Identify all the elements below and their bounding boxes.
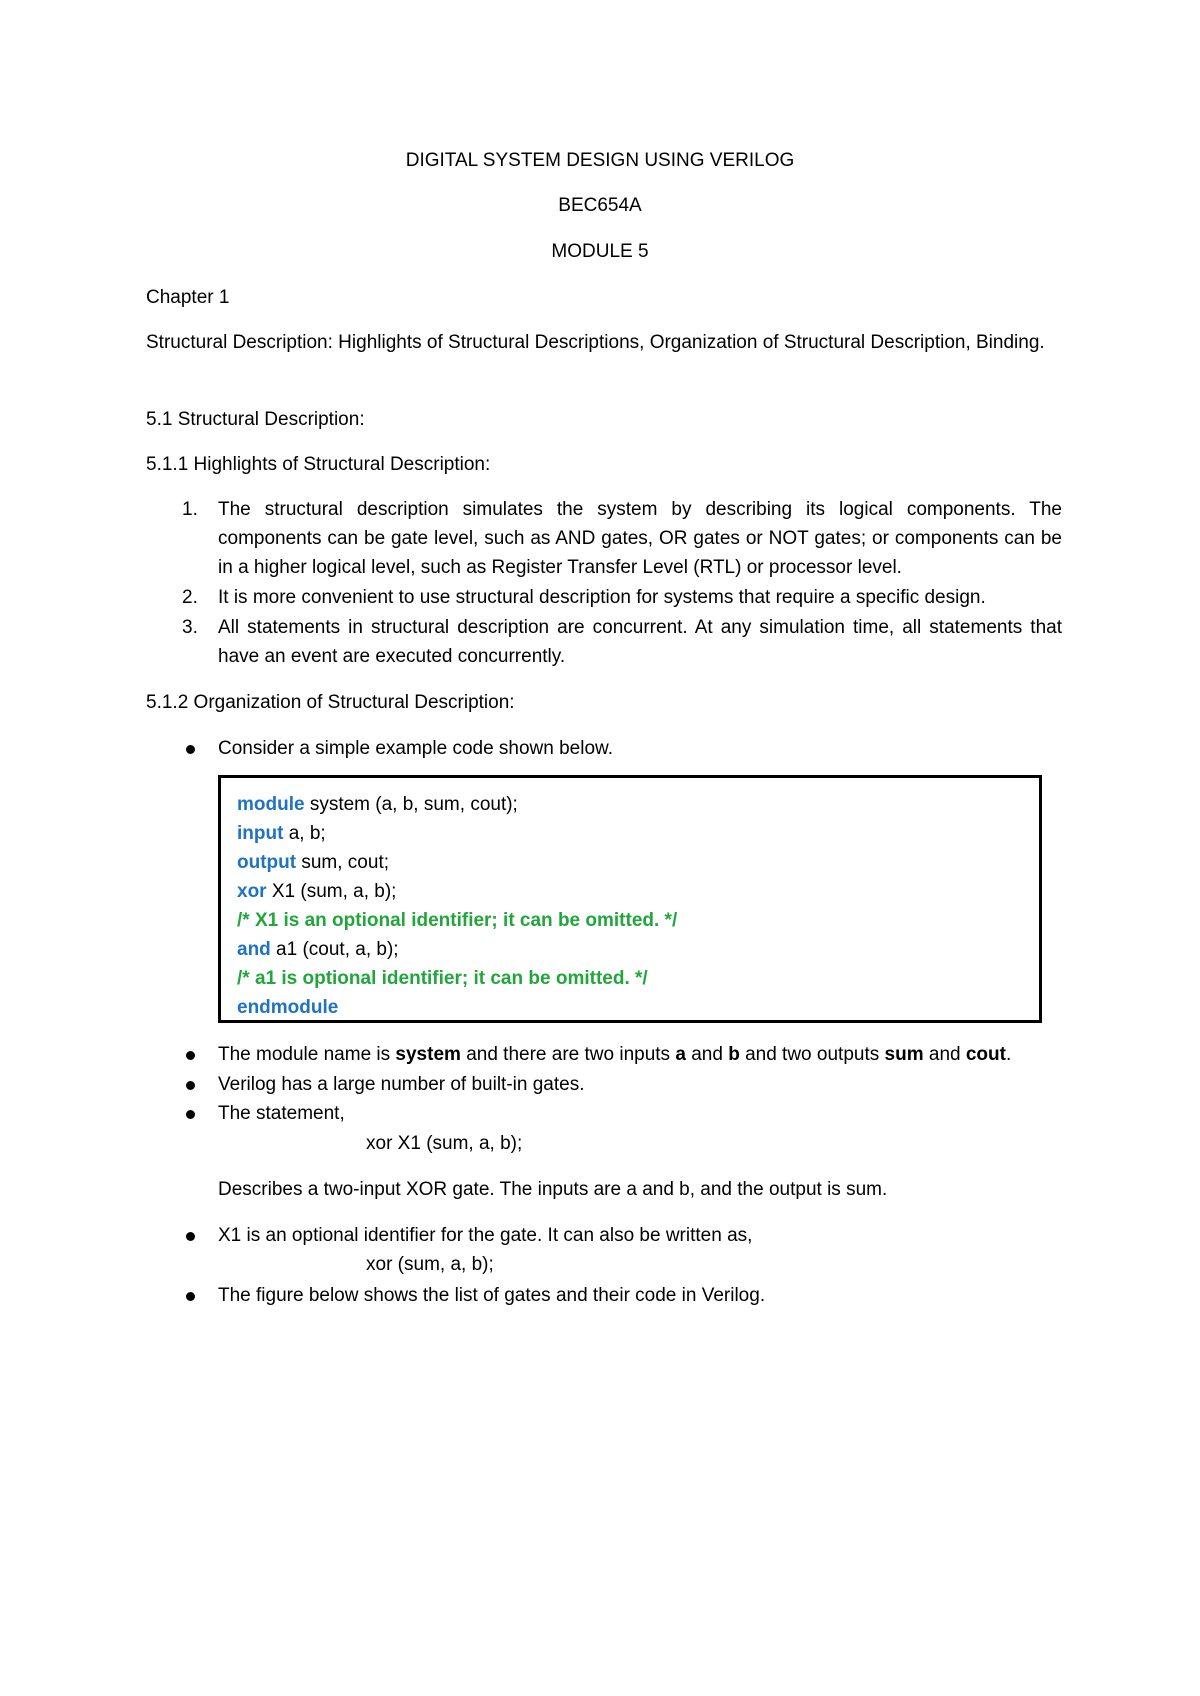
section-5-1-2-heading: 5.1.2 Organization of Structural Description:	[146, 692, 515, 713]
list-item	[146, 1099, 1064, 1128]
bullet-icon	[186, 1110, 195, 1119]
list-item	[146, 495, 1064, 582]
code-comment: /* X1 is an optional identifier; it can be omitted. */	[237, 910, 678, 931]
list-item	[146, 583, 1064, 612]
code-keyword: module	[237, 794, 305, 815]
code-text: sum, cout;	[296, 852, 389, 873]
list-item-text: Consider a simple example code shown below.	[218, 738, 613, 759]
list-item	[146, 1070, 1064, 1099]
code-text: a1 (cout, a, b);	[270, 939, 399, 960]
bullet-icon	[186, 1232, 195, 1241]
code-line	[237, 877, 396, 906]
code-line	[237, 848, 389, 877]
bullet-icon	[186, 1292, 195, 1301]
code-text: system (a, b, sum, cout);	[304, 794, 518, 815]
list-number: 1.	[182, 499, 198, 520]
course-code: BEC654A	[558, 195, 642, 216]
list-item-text: The statement,	[218, 1103, 345, 1124]
code-keyword: xor	[237, 881, 267, 902]
code-text: X1 (sum, a, b);	[266, 881, 397, 902]
bullet-icon	[186, 745, 195, 754]
code-text: a, b;	[283, 823, 326, 844]
list-item-text: X1 is an optional identifier for the gate. It can also be written as,	[218, 1225, 753, 1246]
list-number: 3.	[182, 617, 198, 638]
intro-paragraph: Structural Description: Highlights of Structural Descriptions, Organization of Structural Description, Binding.	[146, 332, 1045, 353]
code-comment: /* a1 is optional identifier; it can be omitted. */	[237, 968, 648, 989]
code-line	[237, 935, 399, 964]
list-item	[146, 734, 1064, 763]
list-item-text: All statements in structural description are concurrent. At any simulation time, all statements that have an event are executed concurrently.	[218, 617, 1062, 667]
code-keyword: output	[237, 852, 297, 873]
section-5-1-1-heading: 5.1.1 Highlights of Structural Description:	[146, 454, 491, 475]
statement-code: xor X1 (sum, a, b);	[366, 1133, 523, 1154]
code-line	[237, 819, 326, 848]
list-number: 2.	[182, 587, 198, 608]
code-keyword: and	[237, 939, 271, 960]
list-item	[146, 1221, 1064, 1250]
list-item-text: The structural description simulates the system by describing its logical components. The components can be gate level, such as AND gates, OR gates or NOT gates; or components can be in a higher logical level, such as Register Transfer Level (RTL) or processor level.	[218, 499, 1062, 578]
bullet-icon	[186, 1051, 195, 1060]
list-item	[146, 613, 1064, 671]
bullet-icon	[186, 1081, 195, 1090]
code-line	[237, 790, 518, 819]
module-heading: MODULE 5	[551, 241, 649, 262]
x1-code: xor (sum, a, b);	[366, 1254, 494, 1275]
code-block	[218, 775, 1042, 1023]
describes-paragraph: Describes a two-input XOR gate. The inputs are a and b, and the output is sum.	[218, 1179, 888, 1200]
list-item-text: Verilog has a large number of built-in gates.	[218, 1074, 585, 1095]
chapter-heading: Chapter 1	[146, 287, 230, 308]
list-item-text: The figure below shows the list of gates and their code in Verilog.	[218, 1285, 766, 1306]
code-keyword: input	[237, 823, 284, 844]
list-item-text: The module name is system and there are two inputs a and b and two outputs sum and cout.	[218, 1044, 1012, 1065]
section-5-1-heading: 5.1 Structural Description:	[146, 409, 365, 430]
list-item-text: It is more convenient to use structural description for systems that require a specific design.	[218, 587, 986, 608]
list-item	[146, 1281, 1064, 1310]
list-item	[146, 1040, 1064, 1069]
code-line	[237, 993, 338, 1022]
document-title: DIGITAL SYSTEM DESIGN USING VERILOG	[405, 150, 795, 171]
code-keyword: endmodule	[237, 997, 339, 1018]
